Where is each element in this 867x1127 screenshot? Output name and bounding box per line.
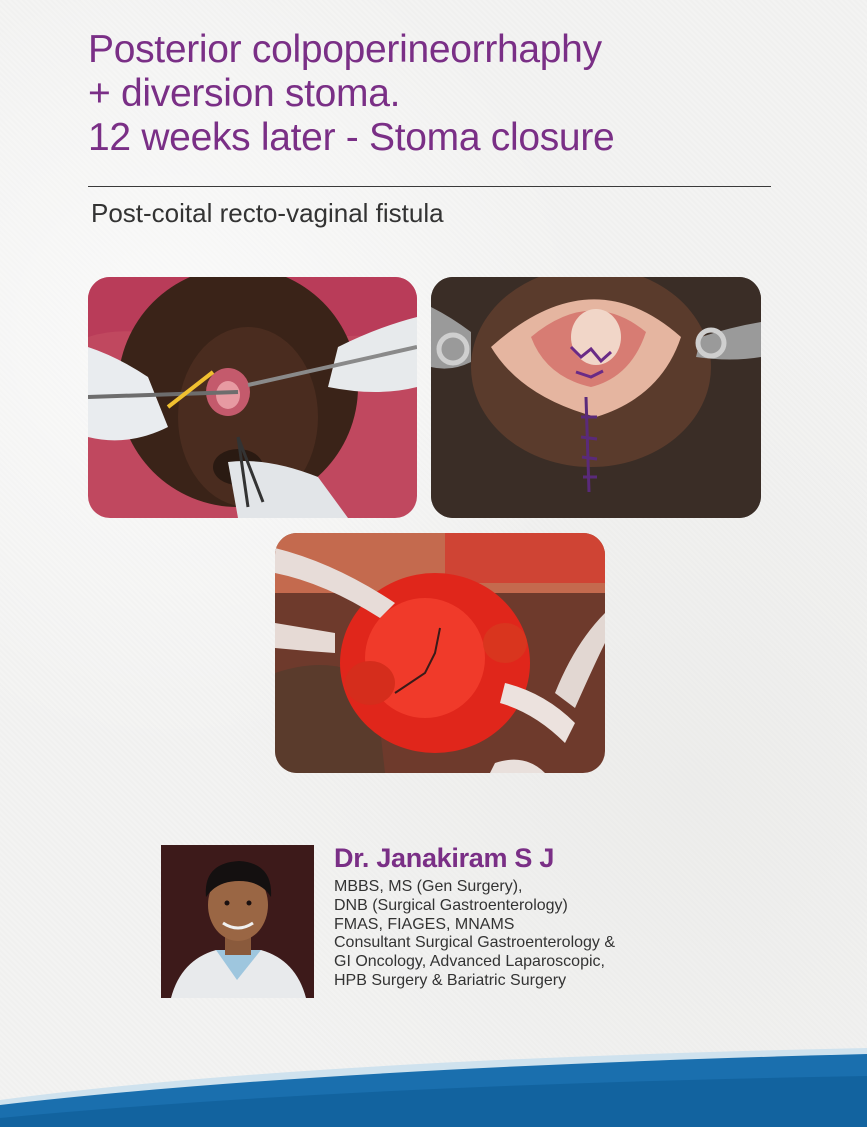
title-line-1: Posterior colpoperineorrhaphy [88,28,602,71]
credential-line: DNB (Surgical Gastroenterology) [334,896,568,914]
avatar [161,845,314,998]
credential-line: Consultant Surgical Gastroenterology & [334,934,616,952]
credential-line: FMAS, FIAGES, MNAMS [334,915,515,933]
title-divider [88,186,771,187]
photo-stoma-closure [275,533,605,773]
doctor-name: Dr. Janakiram S J [334,843,555,873]
title-line-3: 12 weeks later - Stoma closure [88,116,615,159]
photo-repair-sutured [431,277,761,518]
subtitle: Post-coital recto-vaginal fistula [91,198,444,228]
credential-line: GI Oncology, Advanced Laparoscopic, [334,953,605,971]
photo-exposure [88,277,417,518]
title-line-2: + diversion stoma. [88,72,401,115]
doctor-credentials [334,878,754,991]
page-title [88,28,788,160]
credential-line: HPB Surgery & Bariatric Surgery [334,971,567,989]
credential-line: MBBS, MS (Gen Surgery), [334,878,523,895]
footer-wave [0,1040,867,1127]
